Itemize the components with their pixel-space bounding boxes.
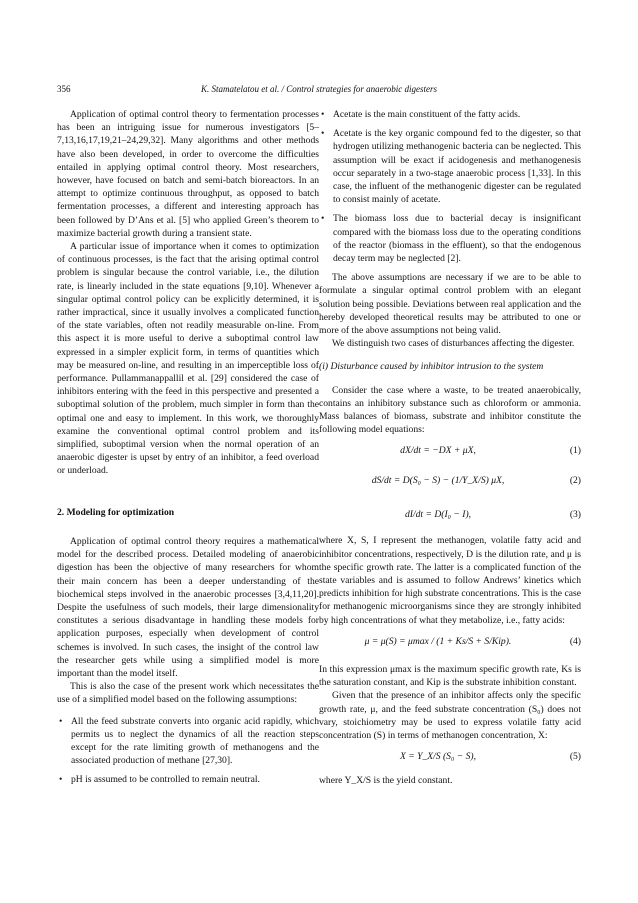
paragraph: where Y_X/S is the yield constant.: [319, 775, 453, 787]
equation-number: (2): [569, 475, 581, 487]
equation-number: (4): [569, 635, 581, 647]
bullet-icon: •: [321, 213, 325, 225]
bullet-icon: •: [59, 774, 63, 786]
assumption-list: [57, 715, 319, 787]
list-item: [319, 108, 581, 121]
left-column: [57, 108, 319, 793]
list-item: [57, 773, 319, 786]
equation-body: dS/dt = D(S₀ − S) − (1/Y_X/S) μX,: [371, 475, 505, 487]
equation-number: (1): [569, 445, 581, 457]
list-item-text: The biomass loss due to bacterial decay is insignificant compared with the biomass loss due to the operating conditions of the reactor (biomass in the effluent), so that the endogenous decay term may be neglected [2].: [333, 213, 581, 265]
equation-body: X = Y_X/S (S₀ − S),: [400, 751, 476, 763]
equation-5: [319, 744, 581, 772]
list-item: [319, 127, 581, 206]
list-item-text: pH is assumed to be controlled to remain neutral.: [71, 774, 260, 786]
paragraph: In this expression μmax is the maximum specific growth rate, Ks is the saturation constant, and Kip is the substrate inhibition constant.: [319, 663, 581, 689]
right-column: [319, 108, 581, 787]
subsection-heading: (i) Disturbance caused by inhibitor intrusion to the system: [319, 361, 544, 373]
paragraph: Application of optimal control theory to fermentation processes has been an intriguing issue for numerous investigators [5–7,13,16,17,19,21–24,29,32]. Many algorithms and other methods have also been developed, in order to overcome the difficulties entailed in applying optimal control theory. Most researchers, however, have focused on batch and semi-batch bioreactors. In an attempt to optimize continuous throughput, as opposed to batch fermentation processes, a different and interesting approach has been followed by D’Ans et al. [5] who applied Green’s theorem to maximize bacterial growth during a transient state.: [57, 109, 319, 239]
section-heading: 2. Modeling for optimization: [57, 506, 175, 518]
equation-body: μ = μ(S) = μmax / (1 + Ks/S + S/Kip).: [364, 635, 512, 647]
equation-3: [319, 502, 581, 530]
equation-4: [319, 629, 581, 661]
equation-body: dI/dt = D(I₀ − I),: [404, 509, 472, 521]
paragraph: Given that the presence of an inhibitor affects only the specific growth rate, μ, and the feed substrate concentration (S₀) does not vary, stoichiometry may be used to express volatile fatty acid concentration (S) in terms of methanogen concentration, X:: [319, 690, 581, 741]
paragraph: where X, S, I represent the methanogen, volatile fatty acid and inhibitor concentrations, respectively, D is the dilution rate, and μ is the specific growth rate. The latter is a complicated function of the state variables and is assumed to follow Andrews’ kinetics which predicts inhibition for high substrate concentrations. This is the case for methanogenic microorganisms since they are strongly inhibited by high concentrations of what they metabolize, i.e., fatty acids:: [319, 535, 581, 626]
equation-1: [319, 438, 581, 466]
page-number: 356: [57, 84, 71, 94]
paragraph: Consider the case where a waste, to be treated anaerobically, contains an inhibitory substance such as chloroform or ammonia. Mass balances of biomass, substrate and inhibitor constitute the following model equations:: [319, 384, 581, 436]
paragraph: We distinguish two cases of disturbances affecting the digester.: [332, 338, 575, 350]
list-item-text: Acetate is the key organic compound fed to the digester, so that hydrogen utilizing methanogenic bacteria can be neglected. This assumption will be exact if acidogenesis and methanogenesis occur separately in a two-stage anaerobic process [1,33]. In this case, the influent of the methanogenic digester can be regulated to consist mainly of acetate.: [333, 128, 581, 206]
paragraph: This is also the case of the present work which necessitates the use of a simplified model based on the following assumptions:: [57, 681, 319, 706]
list-item: [319, 212, 581, 265]
paragraph: The above assumptions are necessary if we are to be able to formulate a singular optimal control problem with an elegant solution being possible. Deviations between real application and the hereby developed theoretical results may be attributed to one or more of the above assumptions not being valid.: [319, 272, 581, 337]
equation-body: dX/dt = −DX + μX,: [400, 445, 476, 457]
list-item: [57, 715, 319, 768]
bullet-icon: •: [59, 715, 63, 727]
list-item-text: Acetate is the main constituent of the fatty acids.: [333, 109, 521, 120]
assumption-list: [319, 108, 581, 265]
list-item-text: All the feed substrate converts into organic acid rapidly, which permits us to neglect the dynamics of all the reaction steps except for the rate limiting growth of methanogens and the associated production of methane [27,30].: [71, 715, 319, 767]
bullet-icon: •: [321, 109, 325, 120]
bullet-icon: •: [321, 128, 325, 140]
running-title: K. Stamatelatou et al. / Control strategies for anaerobic digesters: [200, 84, 438, 94]
equation-2: [319, 468, 581, 500]
paragraph: A particular issue of importance when it comes to optimization of continuous processes, is the fact that the arising optimal control problem is singular because the control variable, i.e., the dilution rate, is linearly included in the state equations [9,10]. Whenever a singular optimal control policy can be explicitly determined, it is rather impractical, since it usually involves a complicated function of the state variables, often not readily measurable on-line. From this aspect it is more useful to derive a suboptimal control law expressed in a simpler explicit form, in terms of quantities which may be measured on-line, and resulting in an imperceptible loss of performance. Pullammanappallil et al. [29] considered the case of inhibitors entering with the feed in this perspective and presented a suboptimal solution of the problem, much simpler in form than the optimal one and easy to implement. In this work, we thoroughly examine the conventional optimal control problem and its simplified, suboptimal version when the normal operation of an anaerobic digester is upset by entry of an inhibitor, a feed overload or underload.: [57, 241, 319, 477]
equation-number: (3): [569, 509, 581, 521]
equation-number: (5): [569, 751, 581, 763]
paragraph: Application of optimal control theory requires a mathematical model for the described process. Detailed modeling of anaerobic digestion has been the objective of many researchers for whom their main concern has been a deeper understanding of the biochemical steps involved in the anaerobic processes [3,4,11,20]. Despite the usefulness of such models, their large dimensionality constitutes a serious disadvantage in handling these models for application purposes, especially when development of control schemes is involved. In such cases, the insight of the control law the researcher gets while using a simplified model is more important than the model itself.: [57, 535, 319, 679]
